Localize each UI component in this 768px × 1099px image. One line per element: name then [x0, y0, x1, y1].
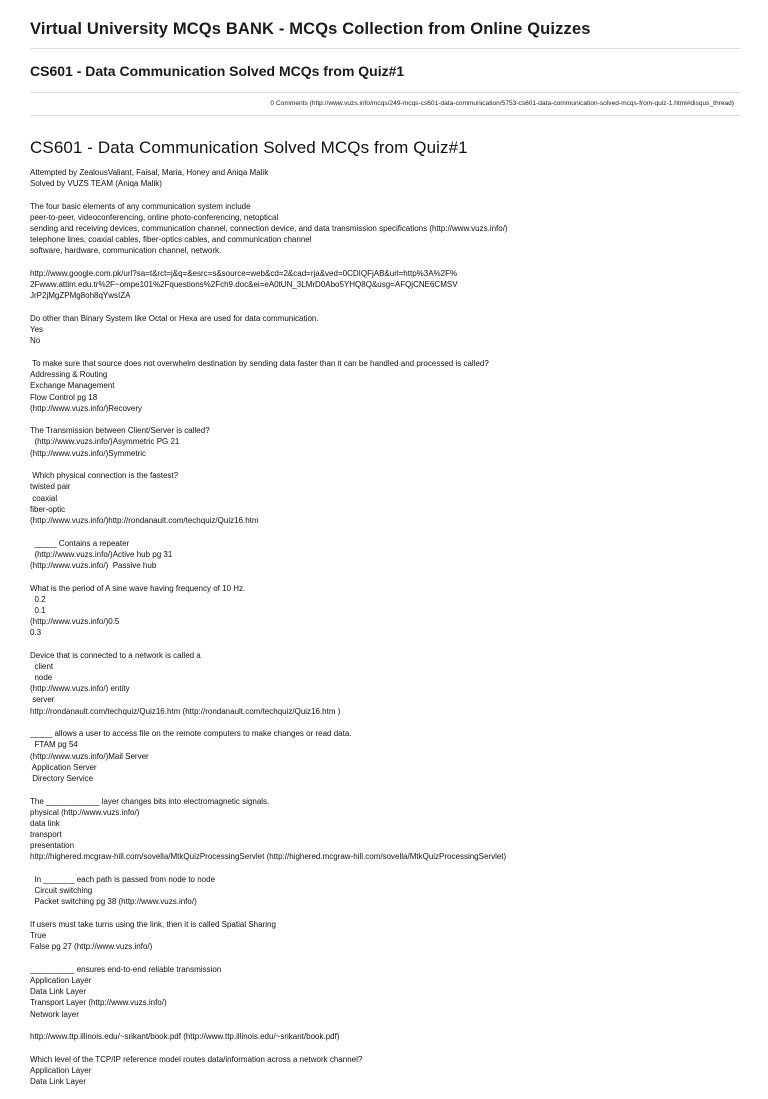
article-line: The ____________ layer changes bits into electromagnetic signals. — [30, 796, 270, 806]
article-line: Do other than Binary System like Octal or Hexa are used for data communication. — [30, 314, 319, 324]
article-link-line[interactable]: http://highered.mcgraw-hill.com/sovella/MtkQuizProcessingServlet (http://highered.mcgraw-hill.com/sovella/MtkQuizProcessingServlet) — [30, 852, 507, 862]
article-line: If users must take turns using the link, then it is called Spatial Sharing — [30, 919, 276, 929]
article-line: The four basic elements of any communication system include — [30, 201, 251, 211]
question-block — [30, 1054, 740, 1087]
article-link-line[interactable]: (http://www.vuzs.info/) Passive hub — [30, 560, 157, 570]
article-line: No — [30, 336, 41, 346]
article-link-line[interactable]: (http://www.vuzs.info/)http://rondanault.com/techquiz/Quiz16.htm — [30, 515, 259, 525]
article-line: Application Server — [30, 762, 97, 772]
article-line: Exchange Management — [30, 381, 115, 391]
article-link-line[interactable]: Packet switching pg 38 (http://www.vuzs.info/) — [30, 897, 197, 907]
article-line: server — [30, 695, 55, 705]
article-line: Application Layer — [30, 976, 92, 986]
article-link-line[interactable]: physical (http://www.vuzs.info/) — [30, 807, 140, 817]
article-link-line[interactable]: False pg 27 (http://www.vuzs.info/) — [30, 942, 153, 952]
article-line: Directory Service — [30, 773, 94, 783]
post-title[interactable]: CS601 - Data Communication Solved MCQs from Quiz#1 — [30, 63, 405, 79]
comments-link[interactable]: 0 Comments (http://www.vuzs.info/mcqs/249-mcqs-cs601-data-communication/5753-cs601-data-communication-solved-mcqs-from-quiz-1.html#disqus_thread) — [270, 100, 734, 107]
article-line: Application Layer — [30, 1066, 92, 1075]
article-line: presentation — [30, 841, 75, 851]
question-block — [30, 425, 740, 458]
question-block — [30, 650, 740, 717]
article-line: 0.1 — [30, 605, 46, 615]
article-line: Attempted by ZealousValiant, Faisal, Maria, Honey and Aniqa Malik — [30, 168, 269, 177]
article-title: CS601 - Data Communication Solved MCQs from Quiz#1 — [30, 138, 468, 157]
question-block — [30, 167, 740, 189]
article-line: data link — [30, 818, 60, 828]
article-link-line[interactable]: sending and receiving devices, communication channel, connection device, and data transmission specifications (http://www.vuzs.info/) — [30, 224, 508, 234]
question-block — [30, 538, 740, 571]
article-line: The Transmission between Client/Server is called? — [30, 426, 210, 436]
article-line: telephone lines, coaxial cables, fiber-optics cables, and communication channel — [30, 235, 312, 245]
article-line: coaxial — [30, 493, 58, 503]
question-block — [30, 583, 740, 639]
article-link-line[interactable]: http://rondanault.com/techquiz/Quiz16.htm (http://rondanault.com/techquiz/Quiz16.htm ) — [30, 706, 341, 716]
article-line: twisted pair — [30, 482, 71, 492]
article-line: In _______ each path is passed from node to node — [30, 874, 216, 884]
article-line: Device that is connected to a network is called a — [30, 650, 201, 660]
site-title[interactable]: Virtual University MCQs BANK - MCQs Collection from Online Quizzes — [30, 20, 591, 38]
question-block — [30, 268, 740, 301]
article-link-line[interactable]: Transport Layer (http://www.vuzs.info/) — [30, 998, 167, 1008]
article-line: JrP2jMgZPMg8oh8qYwsIZA — [30, 291, 131, 301]
article-line: What is the period of A sine wave having frequency of 10 Hz. — [30, 583, 246, 593]
article-link-line[interactable]: (http://www.vuzs.info/)Recovery — [30, 403, 143, 413]
article-line: Yes — [30, 325, 44, 335]
article-line: FTAM pg 54 — [30, 740, 78, 750]
article-line: Which level of the TCP/IP reference model routes data/information across a network channel? — [30, 1054, 363, 1064]
article-line: Circuit switching — [30, 886, 93, 896]
article-line: fiber-optic — [30, 504, 66, 514]
question-block — [30, 919, 740, 952]
question-block — [30, 796, 740, 863]
article-link-line[interactable]: (http://www.vuzs.info/)Symmetric — [30, 448, 147, 458]
article-link-line[interactable]: (http://www.vuzs.info/)0.5 — [30, 617, 120, 626]
article-link-line[interactable]: (http://www.vuzs.info/)Active hub pg 31 — [30, 549, 173, 559]
article-line: To make sure that source does not overwhelm destination by sending data faster than it can be handled and processed is called? — [30, 359, 489, 369]
article-line: 2Fwww.attim.edu.tr%2F~ompe101%2Fquestions%2Fch9.doc&ei=eA0tUN_3LMrD0Abo5YHQ8Q&usg=AFQjCNE6CMSV — [30, 280, 458, 290]
question-block — [30, 1031, 740, 1042]
article-line: 0.2 — [30, 594, 46, 604]
article-line: _____ Contains a repeater — [30, 538, 130, 548]
article-link-line[interactable]: http://www.google.com.pk/url?sa=t&rct=j&q=&esrc=s&source=web&cd=2&cad=rja&ved=0CDIQFjAB&url=http%3A%2F% — [30, 269, 458, 279]
article-line: Which physical connection is the fastest? — [30, 471, 179, 481]
article-line: 0.3 — [30, 628, 42, 638]
question-block — [30, 358, 740, 414]
article-line: Data Link Layer — [30, 987, 87, 997]
question-block — [30, 313, 740, 346]
article-line: Solved by VUZS TEAM (Aniqa Malik) — [30, 179, 162, 189]
question-block — [30, 874, 740, 907]
article-line: Data Link Layer — [30, 1077, 87, 1087]
article-line: Network layer — [30, 1009, 79, 1019]
article-link-line[interactable]: (http://www.vuzs.info/)Asymmetric PG 21 — [30, 437, 180, 447]
article-line: True — [30, 931, 47, 941]
question-block — [30, 728, 740, 784]
article-link-line[interactable]: (http://www.vuzs.info/)Mail Server — [30, 751, 149, 761]
article-line: _____ allows a user to access file on the remote computers to make changes or read data. — [30, 729, 352, 739]
question-block — [30, 470, 740, 526]
comments-divider — [30, 115, 740, 116]
article-body — [30, 167, 740, 1099]
question-block — [30, 201, 740, 257]
article-line: transport — [30, 830, 62, 839]
article-link-line[interactable]: http://www.ttp.illinois.edu/~srikant/book.pdf (http://www.ttp.illinois.edu/~srikant/book.pdf) — [30, 1032, 340, 1042]
article-line: Addressing & Routing — [30, 370, 108, 380]
article-line: Flow Control pg 18 — [30, 392, 98, 402]
article-line: node — [30, 673, 53, 683]
question-block — [30, 964, 740, 1020]
article-line: software, hardware, communication channel, network. — [30, 246, 222, 256]
header-divider — [30, 48, 740, 49]
article-link-line[interactable]: (http://www.vuzs.info/) entity — [30, 684, 130, 694]
article-line: client — [30, 661, 54, 671]
article-line: __________ ensures end-to-end reliable transmission — [30, 964, 222, 974]
article-line: peer-to-peer, videoconferencing, online photo-conferencing, netoptical — [30, 212, 279, 222]
post-title-divider — [30, 92, 740, 93]
